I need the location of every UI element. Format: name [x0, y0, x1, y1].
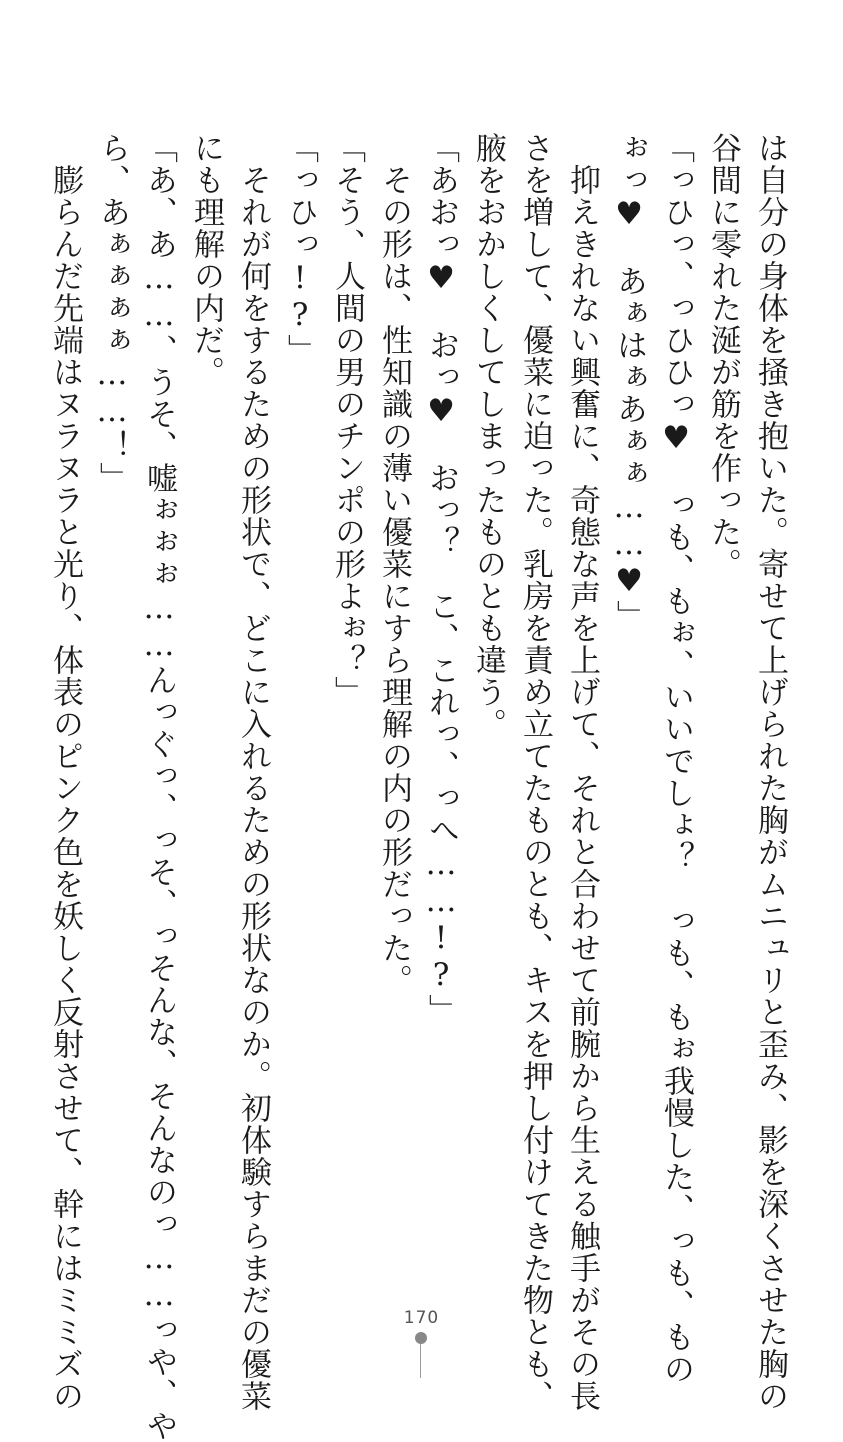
- marker-stem: [420, 1344, 421, 1378]
- text-line: 「あおっ♥ おっ♥ おっ？ こ、これっ、っへ……!?」: [423, 132, 459, 1026]
- text-line: 「っひっ、っひひっ♥ っも、もぉ、いいでしょ？ っも、もぉ我慢した、っも、もの: [658, 132, 694, 1385]
- text-line: 腋をおかしくしてしまったものとも違う。: [470, 132, 506, 740]
- text-line: にも理解の内だ。: [188, 132, 224, 388]
- text-line: は自分の身体を掻き抱いた。寄せて上げられた胸がムニュリと歪み、影を深くさせた胸の: [752, 132, 788, 1412]
- text-line: 「っひっ!?」: [282, 132, 318, 366]
- text-line: さを増して、優菜に迫った。乳房を責め立てたものとも、キスを押し付けてきた物とも、: [517, 132, 553, 1412]
- page-number: 170: [403, 1308, 440, 1328]
- text-line: その形は、性知識の薄い優菜にすら理解の内の形だった。: [376, 132, 412, 996]
- text-line: 膨らんだ先端はヌラヌラと光り、体表のピンク色を妖しく反射させて、幹にはミミズの: [47, 132, 83, 1412]
- text-line: 「そう、人間の男のチンポの形よぉ？」: [329, 132, 365, 708]
- text-line: ら、あぁぁぁぁ……！」: [94, 132, 130, 494]
- text-line: それが何をするための形状で、どこに入れるための形状なのか。初体験すらまだの優菜: [235, 132, 271, 1412]
- text-line: 谷間に零れた涎が筋を作った。: [705, 132, 741, 580]
- marker-dot: [415, 1332, 427, 1344]
- text-line: 抑えきれない興奮に、奇態な声を上げて、それと合わせて前腕から生える触手がその長: [564, 132, 600, 1412]
- page-marker-icon: [415, 1332, 427, 1378]
- text-line: 「あ、あ……、うそ、嘘ぉぉぉ……んっぐっ、っそ、っそんな、そんなのっ……っや、や: [141, 132, 177, 1442]
- text-line: ぉっ♥ あぁはぁあぁぁ……♥」: [611, 132, 647, 632]
